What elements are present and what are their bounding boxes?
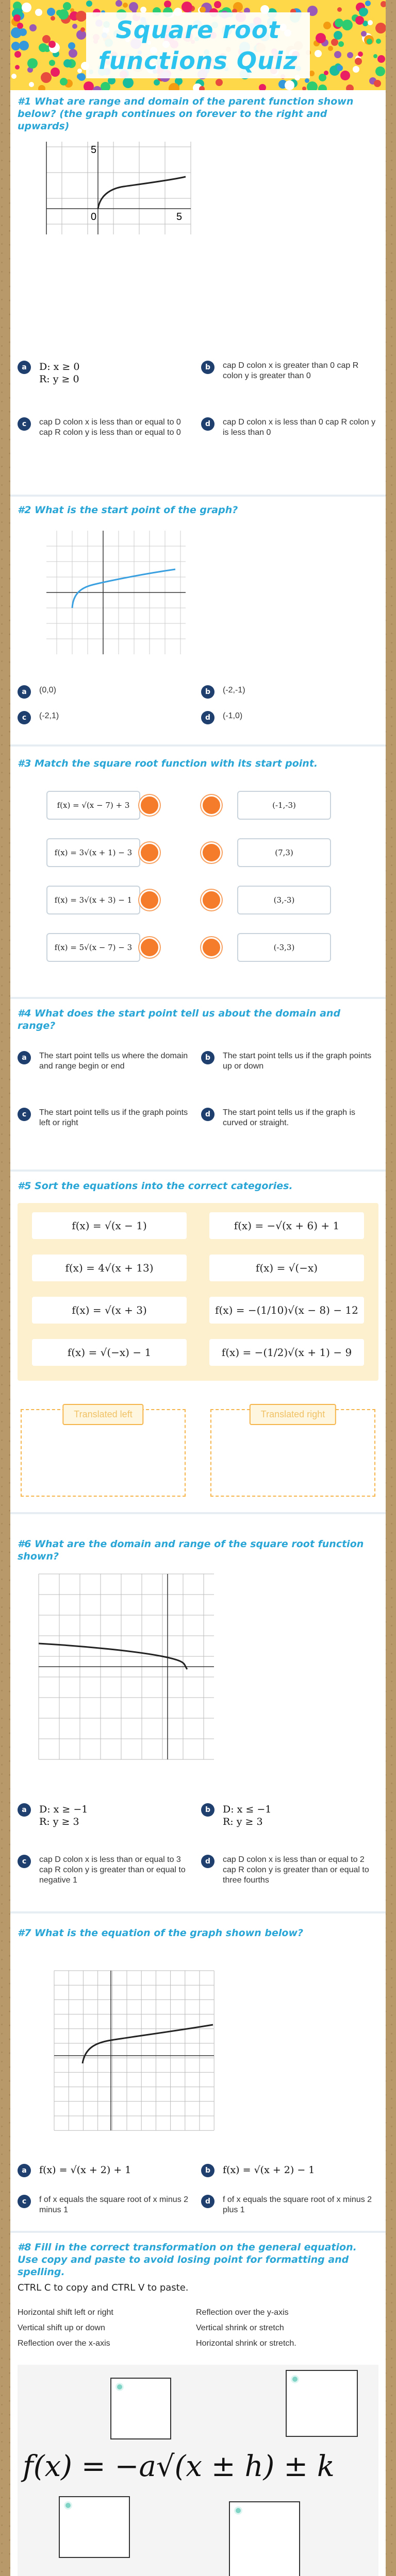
q8-general-equation: f(x) = −a√(x ± h) ± k xyxy=(23,2450,335,2483)
q5-sort-item[interactable]: f(x) = −(1/2)√(x + 1) − 9 xyxy=(209,1339,364,1366)
q3-right-connector[interactable] xyxy=(201,795,222,816)
option-badge: b xyxy=(201,685,214,699)
question-7 xyxy=(10,1927,386,1939)
choice-vertical-stretch[interactable]: Vertical shrink or stretch xyxy=(196,2324,284,2332)
option-text: f of x equals the square root of x minus 2 plus 1 xyxy=(223,2195,372,2214)
confetti-dot xyxy=(214,1,221,8)
q2-option-a[interactable] xyxy=(18,685,195,706)
option-badge: a xyxy=(18,1051,31,1064)
confetti-dot xyxy=(60,78,68,86)
confetti-dot xyxy=(199,86,205,90)
q8-blank-1[interactable] xyxy=(110,2378,171,2439)
confetti-dot xyxy=(216,79,223,86)
q8-blank-2[interactable] xyxy=(286,2370,358,2437)
q5-sort-item[interactable]: f(x) = √(x + 3) xyxy=(32,1297,187,1324)
q1-option-d[interactable] xyxy=(201,417,378,450)
option-badge: a xyxy=(18,685,31,699)
header-banner xyxy=(10,0,386,90)
divider xyxy=(10,1911,386,1913)
question-4 xyxy=(10,1007,386,1032)
option-badge: d xyxy=(201,1108,214,1121)
option-text: The start point tells us if the graph points left or right xyxy=(39,1108,188,1127)
option-badge: c xyxy=(18,1108,31,1121)
divider xyxy=(10,495,386,497)
confetti-dot xyxy=(123,3,128,8)
option-line: R: y ≥ 3 xyxy=(39,1816,79,1827)
confetti-dot xyxy=(259,84,266,90)
question-4-title: #4 What does the start point tell us about the domain and range? xyxy=(18,1008,341,1031)
q2-option-d[interactable] xyxy=(201,711,378,732)
option-badge: c xyxy=(18,417,31,431)
q3-left-connector[interactable] xyxy=(139,937,160,958)
confetti-dot xyxy=(129,2,138,11)
confetti-dot xyxy=(84,81,94,90)
confetti-dot xyxy=(346,84,354,90)
question-1 xyxy=(10,95,386,132)
option-text: f(x) = √(x + 2) + 1 xyxy=(39,2164,131,2176)
q3-left-connector[interactable] xyxy=(139,890,160,910)
option-text: The start point tells us where the domain and range begin or end xyxy=(39,1052,188,1071)
confetti-dot xyxy=(318,84,327,90)
option-text: cap D colon x is less than or equal to 0 cap R colon y is less than or equal to 0 xyxy=(39,418,181,437)
choice-reflection-x[interactable]: Reflection over the x-axis xyxy=(18,2339,110,2348)
option-badge: c xyxy=(18,1855,31,1868)
q6-option-a[interactable] xyxy=(18,1803,195,1836)
q6-option-c[interactable] xyxy=(18,1855,195,1888)
blank-marker-icon xyxy=(116,2383,124,2391)
question-2 xyxy=(10,504,386,516)
page-title xyxy=(86,12,310,78)
option-text: cap D colon x is greater than 0 cap R colon y is greater than 0 xyxy=(223,361,359,380)
option-line: R: y ≥ 0 xyxy=(39,374,79,385)
confetti-dot xyxy=(182,2,192,12)
option-badge: d xyxy=(201,417,214,431)
worksheet xyxy=(10,0,386,2576)
option-badge: c xyxy=(18,2195,31,2208)
option-text: (0,0) xyxy=(39,686,56,694)
option-text: f(x) = √(x + 2) − 1 xyxy=(223,2164,315,2176)
q5-sort-item[interactable]: f(x) = √(x − 1) xyxy=(32,1212,187,1239)
option-text: f of x equals the square root of x minus 2 minus 1 xyxy=(39,2195,189,2214)
option-text: The start point tells us if the graph is curved or straight. xyxy=(223,1108,356,1127)
question-8-title: #8 Fill in the correct transformation on the general equation. Use copy and paste to avoid losing point for formatting and spelling. xyxy=(18,2242,357,2278)
q5-sort-area xyxy=(18,1203,378,1381)
option-line: D: x ≤ −1 xyxy=(223,1804,272,1815)
q1-option-c[interactable] xyxy=(18,417,195,450)
question-1-title: #1 What are range and domain of the parent function shown below? (the graph continues on forever to the right and upwards) xyxy=(18,96,354,132)
option-text: cap D colon x is less than or equal to 3 cap R colon y is greater than or equal to negative 1 xyxy=(39,1855,186,1885)
option-text: (-2,1) xyxy=(39,711,59,720)
confetti-dot xyxy=(116,0,122,7)
option-badge: d xyxy=(201,2195,214,2208)
title-line-2: functions Quiz xyxy=(98,47,298,75)
q3-left-connector[interactable] xyxy=(139,842,160,863)
blank-marker-icon xyxy=(234,2506,242,2515)
option-badge: a xyxy=(18,361,31,374)
question-7-title: #7 What is the equation of the graph shown below? xyxy=(18,1927,304,1939)
confetti-dot xyxy=(302,87,306,90)
q5-sort-item[interactable]: f(x) = 4√(x + 13) xyxy=(32,1255,187,1281)
option-badge: b xyxy=(201,1051,214,1064)
question-6-title: #6 What are the domain and range of the square root function shown? xyxy=(18,1538,364,1562)
question-2-title: #2 What is the start point of the graph? xyxy=(18,504,238,516)
confetti-dot xyxy=(365,1,371,6)
q6-option-d[interactable] xyxy=(201,1855,378,1888)
q7-option-a[interactable] xyxy=(18,2164,195,2189)
choice-reflection-y[interactable]: Reflection over the y-axis xyxy=(196,2308,289,2317)
option-badge: b xyxy=(201,361,214,374)
question-3-title: #3 Match the square root function with its start point. xyxy=(18,758,318,769)
q6-graph xyxy=(34,1569,219,1765)
q8-label-area xyxy=(18,2365,378,2576)
option-text: (-2,-1) xyxy=(223,686,245,694)
q3-left-item[interactable]: f(x) = √(x − 7) + 3 xyxy=(46,791,140,820)
q3-right-item[interactable]: (3,-3) xyxy=(237,886,331,914)
q3-left-item[interactable]: f(x) = 5√(x − 7) − 3 xyxy=(46,933,140,962)
divider xyxy=(10,997,386,999)
q4-option-c[interactable] xyxy=(18,1108,195,1141)
option-text: The start point tells us if the graph points up or down xyxy=(223,1052,372,1071)
q5-sort-item[interactable]: f(x) = √(−x) − 1 xyxy=(32,1339,187,1366)
dropzone-label: Translated left xyxy=(62,1404,143,1425)
q1-x-tick: 5 xyxy=(176,211,183,223)
question-6 xyxy=(10,1538,386,1563)
q7-option-c[interactable] xyxy=(18,2195,195,2228)
question-8 xyxy=(10,2241,386,2293)
divider xyxy=(10,744,386,747)
option-badge: d xyxy=(201,711,214,724)
confetti-dot xyxy=(123,77,134,88)
q3-right-connector[interactable] xyxy=(201,890,222,910)
q1-y-tick: 5 xyxy=(91,144,97,156)
option-badge: b xyxy=(201,1803,214,1817)
option-text: cap D colon x is less than or equal to 2 cap R colon y is greater than or equal to three fourths xyxy=(223,1855,369,1885)
option-badge: b xyxy=(201,2164,214,2177)
confetti-dot xyxy=(29,82,34,87)
question-3 xyxy=(10,757,386,770)
q3-right-item[interactable]: (7,3) xyxy=(237,838,331,867)
option-line: D: x ≥ 0 xyxy=(39,361,80,372)
option-line: D: x ≥ −1 xyxy=(39,1804,88,1815)
option-text: cap D colon x is less than 0 cap R colon y is less than 0 xyxy=(223,418,376,437)
confetti-dot xyxy=(307,81,318,90)
q4-option-b[interactable] xyxy=(201,1051,378,1084)
q5-dropzone-right[interactable] xyxy=(210,1409,375,1497)
confetti-dot xyxy=(381,1,386,7)
option-badge: a xyxy=(18,2164,31,2177)
q3-left-connector[interactable] xyxy=(139,795,160,816)
q4-option-d[interactable] xyxy=(201,1108,378,1141)
q8-blank-3[interactable] xyxy=(59,2496,130,2558)
q3-right-connector[interactable] xyxy=(201,842,222,863)
q7-graph xyxy=(49,1965,219,2136)
blank-marker-icon xyxy=(64,2501,72,2510)
q3-left-item[interactable]: f(x) = 3√(x + 3) − 1 xyxy=(46,886,140,914)
q2-option-c[interactable] xyxy=(18,711,195,732)
q7-option-b[interactable] xyxy=(201,2164,378,2189)
question-8-subtitle: CTRL C to copy and CTRL V to paste. xyxy=(18,2282,189,2293)
confetti-dot xyxy=(86,1,92,7)
option-line: R: y ≥ 3 xyxy=(223,1816,263,1827)
q1-option-a[interactable] xyxy=(18,361,195,394)
dropzone-label: Translated right xyxy=(250,1404,336,1425)
q3-right-item[interactable]: (-3,3) xyxy=(237,933,331,962)
confetti-dot xyxy=(22,3,31,12)
option-badge: c xyxy=(18,711,31,724)
q1-option-b[interactable] xyxy=(201,361,378,394)
blank-marker-icon xyxy=(291,2375,299,2383)
confetti-dot xyxy=(374,80,381,87)
question-5 xyxy=(10,1180,386,1192)
choice-vertical-shift[interactable]: Vertical shift up or down xyxy=(18,2324,105,2332)
confetti-dot xyxy=(169,83,179,90)
q2-graph xyxy=(41,526,191,657)
q5-sort-item[interactable]: f(x) = −(1/10)√(x − 8) − 12 xyxy=(209,1297,364,1324)
q5-sort-item[interactable]: f(x) = −√(x + 6) + 1 xyxy=(209,1212,364,1239)
divider xyxy=(10,1170,386,1172)
divider xyxy=(10,1512,386,1514)
q3-left-item[interactable]: f(x) = 3√(x + 1) − 3 xyxy=(46,838,140,867)
option-text: (-1,0) xyxy=(223,711,243,720)
choice-horizontal-shift[interactable]: Horizontal shift left or right xyxy=(18,2308,113,2317)
q8-blank-4[interactable] xyxy=(229,2501,300,2576)
question-5-title: #5 Sort the equations into the correct categories. xyxy=(18,1180,293,1192)
confetti-dot xyxy=(337,7,342,12)
divider xyxy=(10,2231,386,2233)
title-line-1: Square root xyxy=(116,16,280,44)
q6-option-b[interactable] xyxy=(201,1803,378,1836)
q7-option-d[interactable] xyxy=(201,2195,378,2228)
q5-sort-item[interactable]: f(x) = √(−x) xyxy=(209,1255,364,1281)
q1-graph xyxy=(41,137,196,240)
option-badge: d xyxy=(201,1855,214,1868)
q3-right-item[interactable]: (-1,-3) xyxy=(237,791,331,820)
choice-horizontal-stretch[interactable]: Horizontal shrink or stretch. xyxy=(196,2339,296,2348)
option-badge: a xyxy=(18,1803,31,1817)
q1-origin-tick: 0 xyxy=(91,211,97,223)
q4-option-a[interactable] xyxy=(18,1051,195,1084)
confetti-dot xyxy=(164,1,171,8)
confetti-dot xyxy=(38,85,45,90)
confetti-dot xyxy=(285,80,294,90)
q2-option-b[interactable] xyxy=(201,685,378,706)
q3-right-connector[interactable] xyxy=(201,937,222,958)
q5-dropzone-left[interactable] xyxy=(21,1409,186,1497)
